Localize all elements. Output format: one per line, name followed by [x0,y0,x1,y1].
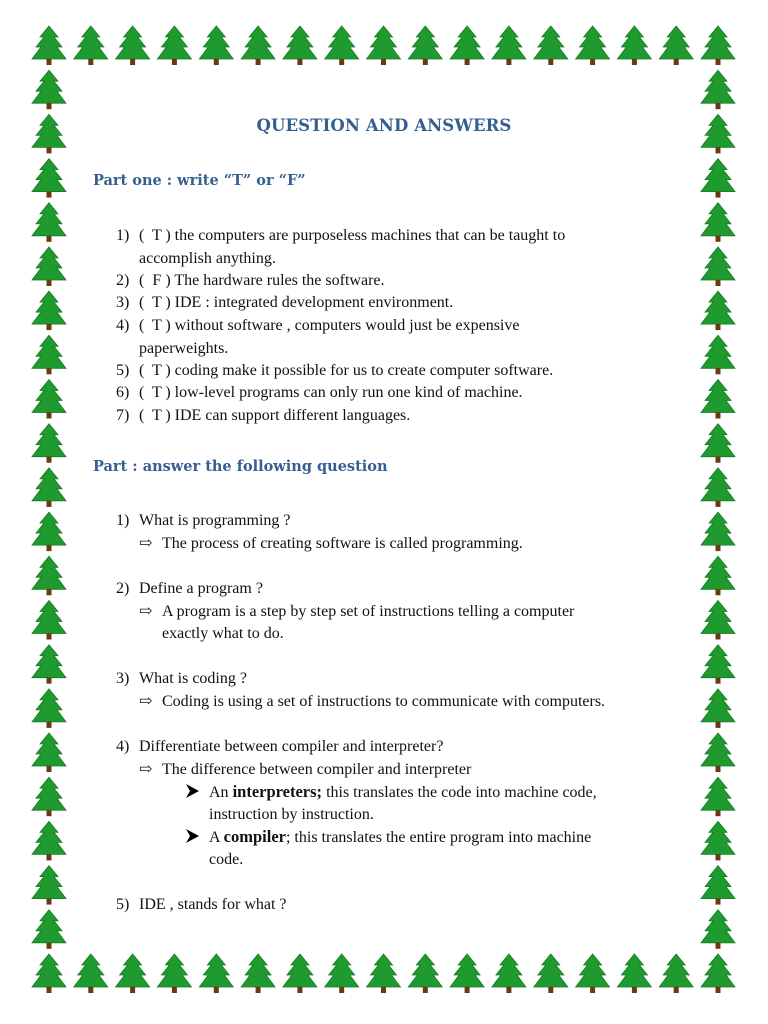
tf-answer: T [151,317,162,334]
page-title: QUESTION AND ANSWERS [256,116,512,135]
question-text: Define a program ? [139,580,263,597]
item-text: The hardware rules the software. [170,272,385,289]
item-text: IDE can support different languages. [170,407,411,424]
item-number: 5) [116,362,130,379]
answer-text: Coding is using a set of instructions to communicate with computers. [162,693,606,710]
item-text: IDE : integrated development environment. [170,294,454,311]
bullet-text: this translates the code into machine code, [322,784,597,801]
answer-text-continued: exactly what to do. [162,625,284,642]
hollow-right-arrow-icon: ⇨ [139,603,153,620]
item-number: 2) [116,272,130,289]
question-text: What is coding ? [139,670,247,687]
question-number: 5) [116,896,130,913]
question-text: IDE , stands for what ? [139,896,287,913]
part-two-heading: Part : answer the following question [93,458,388,475]
bullet-text-continued: code. [209,851,244,868]
item-text-continued: paperweights. [139,340,229,357]
answer-text: The difference between compiler and interpreter [162,761,472,778]
item-number: 7) [116,407,130,424]
bullet-keyword: interpreters; [232,782,323,801]
question-text: Differentiate between compiler and interpreter? [139,738,444,755]
answer-text: A program is a step by step set of instructions telling a computer [162,603,575,620]
tf-answer: T [151,362,162,379]
bullet-prefix: An [209,784,233,801]
tf-answer: T [151,294,162,311]
part-one-heading: Part one : write “T” or “F” [93,172,306,189]
bullet-text: ; this translates the entire program into machine [285,829,592,846]
item-number: 3) [116,294,130,311]
bullet-text-continued: instruction by instruction. [209,806,374,823]
hollow-right-arrow-icon: ⇨ [139,535,153,552]
item-text: coding make it possible for us to create computer software. [170,362,554,379]
item-number: 1) [116,227,130,244]
arrowhead-bullet-icon [186,781,199,803]
hollow-right-arrow-icon: ⇨ [139,761,153,778]
tf-answer: T [151,227,162,244]
document-page: QUESTION AND ANSWERS Part one : write “T” or “F” 1) ( T ) the computers are purposeless machines that can be taught to accomplish anything. 2) ( F ) The hardware rules the software. 3) ( T ) IDE : integrated development environment. 4) ( T ) without software , computers would just be expensive paperweights. 5) ( T ) coding make it possible for us to create computer software. 6) ( T ) low-level programs can only run one kind of machine. 7) ( T ) IDE can support different languages. Part : answer the following question 1) What is programming ? ⇨ The process of creating software is called programming. 2) Define a program ? ⇨ A program is a step by step set of instructions telling a computer exactly what to do. 3) What is coding ? ⇨ Coding is using a set of instructions to communicate with computers. 4) Differentiate between compiler and interpreter? ⇨ The difference between compiler and interpreter An interpreters; this translates the code into machine code, instruction by instruction. A compiler; this translates the entire program into machine code. 5) IDE , stands for what ? [0,0,768,1024]
item-number: 6) [116,384,130,401]
item-text-continued: accomplish anything. [139,250,276,267]
question-number: 3) [116,670,130,687]
hollow-right-arrow-icon: ⇨ [139,693,153,710]
item-text: the computers are purposeless machines that can be taught to [170,227,566,244]
question-text: What is programming ? [139,512,291,529]
bullet-keyword: compiler [223,827,286,846]
item-number: 4) [116,317,130,334]
bullet-prefix: A [209,829,224,846]
tf-answer: F [152,272,162,289]
arrowhead-bullet-icon [186,826,199,848]
question-number: 2) [116,580,130,597]
item-text: without software , computers would just be expensive [170,317,520,334]
question-number: 4) [116,738,130,755]
answer-text: The process of creating software is called programming. [162,535,523,552]
question-number: 1) [116,512,130,529]
tf-answer: T [151,384,162,401]
tf-answer: T [151,407,162,424]
item-text: low-level programs can only run one kind of machine. [170,384,523,401]
